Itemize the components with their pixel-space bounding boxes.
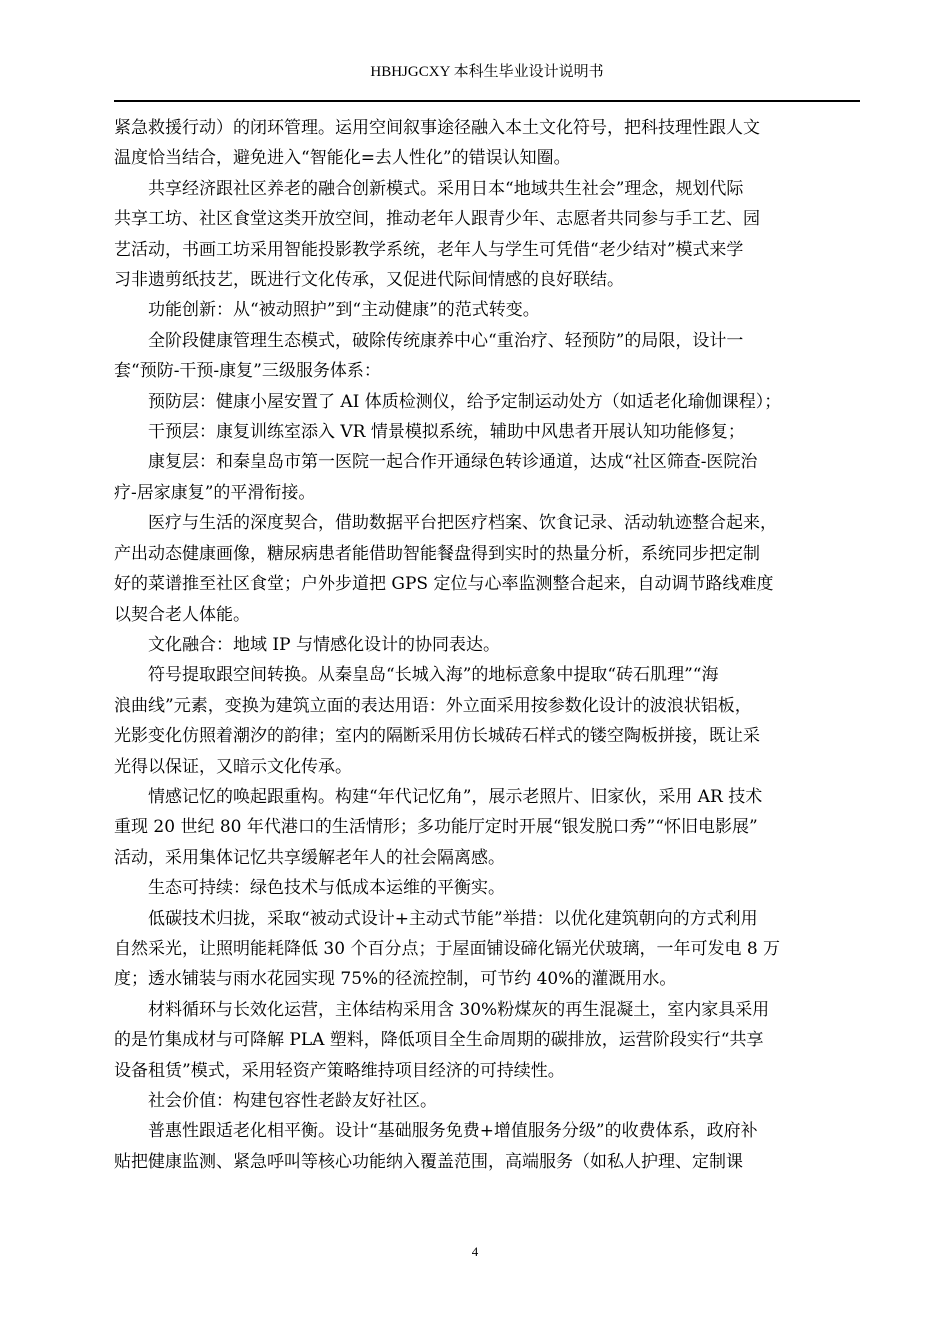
body-text-line: 重现 20 世纪 80 年代港口的生活情形；多功能厅定时开展“银发脱口秀”“怀旧电影展” bbox=[114, 817, 758, 838]
body-text-line: 康复层：和秦皇岛市第一医院一起合作开通绿色转诊通道，达成“社区筛查-医院治 bbox=[148, 452, 758, 473]
body-text-line: 社会价值：构建包容性老龄友好社区。 bbox=[148, 1091, 437, 1111]
body-text-line: 情感记忆的唤起跟重构。构建“年代记忆角”，展示老照片、旧家伙，采用 AR 技术 bbox=[148, 786, 763, 807]
body-text bbox=[114, 113, 860, 1177]
body-text-line: 光影变化仿照着潮汐的韵律；室内的隔断采用仿长城砖石样式的镂空陶板拼接，既让采 bbox=[114, 726, 760, 747]
body-text-line: 功能创新：从“被动照护”到“主动健康”的范式转变。 bbox=[148, 300, 540, 321]
body-text-line: 预防层：健康小屋安置了 AI 体质检测仪，给予定制运动处方（如适老化瑜伽课程）； bbox=[148, 391, 782, 412]
body-text-line: 好的菜谱推至社区食堂；户外步道把 GPS 定位与心率监测整合起来，自动调节路线难度 bbox=[114, 574, 774, 595]
body-text-line: 贴把健康监测、紧急呼叫等核心功能纳入覆盖范围，高端服务（如私人护理、定制课 bbox=[114, 1151, 743, 1172]
body-text-line: 低碳技术归拢，采取“被动式设计+主动式节能”举措：以优化建筑朝向的方式利用 bbox=[148, 908, 758, 929]
body-text-line: 普惠性跟适老化相平衡。设计“基础服务免费+增值服务分级”的收费体系，政府补 bbox=[148, 1121, 758, 1142]
body-text-line: 活动，采用集体记忆共享缓解老年人的社会隔离感。 bbox=[114, 847, 505, 868]
body-text-line: 共享经济跟社区养老的融合创新模式。采用日本“地域共生社会”理念，规划代际 bbox=[148, 178, 744, 199]
body-text-line: 浪曲线”元素，变换为建筑立面的表达用语：外立面采用按参数化设计的波浪状铝板， bbox=[114, 695, 752, 716]
body-text-line: 医疗与生活的深度契合，借助数据平台把医疗档案、饮食记录、活动轨迹整合起来， bbox=[148, 513, 777, 534]
body-text-line: 干预层：康复训练室添入 VR 情景模拟系统，辅助中风患者开展认知功能修复； bbox=[148, 422, 745, 443]
body-text-line: 习非遗剪纸技艺，既进行文化传承，又促进代际间情感的良好联结。 bbox=[114, 270, 624, 291]
body-text-line: 自然采光，让照明能耗降低 30 个百分点；于屋面铺设碲化镉光伏玻璃，一年可发电 8 万 bbox=[114, 938, 781, 959]
running-header: HBHJGCXY 本科生毕业设计说明书 bbox=[370, 64, 604, 80]
body-text-line: 符号提取跟空间转换。从秦皇岛“长城入海”的地标意象中提取“砖石肌理”“海 bbox=[148, 665, 719, 686]
body-text-line: 材料循环与长效化运营，主体结构采用含 30%粉煤灰的再生混凝土，室内家具采用 bbox=[148, 999, 770, 1020]
page-number: 4 bbox=[471, 1244, 479, 1259]
body-text-line: 产出动态健康画像，糖尿病患者能借助智能餐盘得到实时的热量分析，系统同步把定制 bbox=[114, 543, 760, 564]
body-text-line: 生态可持续：绿色技术与低成本运维的平衡实。 bbox=[148, 878, 505, 899]
body-text-line: 共享工坊、社区食堂这类开放空间，推动老年人跟青少年、志愿者共同参与手工艺、园 bbox=[114, 209, 760, 230]
body-text-line: 疗-居家康复”的平滑衔接。 bbox=[114, 482, 316, 503]
body-text-line: 以契合老人体能。 bbox=[114, 604, 250, 625]
body-text-line: 温度恰当结合，避免进入“智能化=去人性化”的错误认知圈。 bbox=[114, 148, 571, 169]
body-text-line: 全阶段健康管理生态模式，破除传统康养中心“重治疗、轻预防”的局限，设计一 bbox=[148, 330, 744, 351]
body-text-line: 紧急救援行动）的闭环管理。运用空间叙事途径融入本土文化符号，把科技理性跟人文 bbox=[114, 118, 760, 138]
body-text-line: 文化融合：地域 IP 与情感化设计的协同表达。 bbox=[148, 634, 500, 655]
header-rule bbox=[114, 100, 860, 102]
body-text-line: 度；透水铺装与雨水花园实现 75%的径流控制，可节约 40%的灌溉用水。 bbox=[114, 969, 677, 990]
body-text-line: 套“预防-干预-康复”三级服务体系： bbox=[114, 361, 381, 382]
body-text-line: 的是竹集成材与可降解 PLA 塑料，降低项目全生命周期的碳排放，运营阶段实行“共享 bbox=[114, 1030, 764, 1051]
body-text-line: 艺活动，书画工坊采用智能投影教学系统，老年人与学生可凭借“老少结对”模式来学 bbox=[114, 239, 744, 260]
body-text-line: 设备租赁”模式，采用轻资产策略维持项目经济的可持续性。 bbox=[114, 1060, 565, 1081]
body-text-line: 光得以保证，又暗示文化传承。 bbox=[114, 756, 352, 777]
